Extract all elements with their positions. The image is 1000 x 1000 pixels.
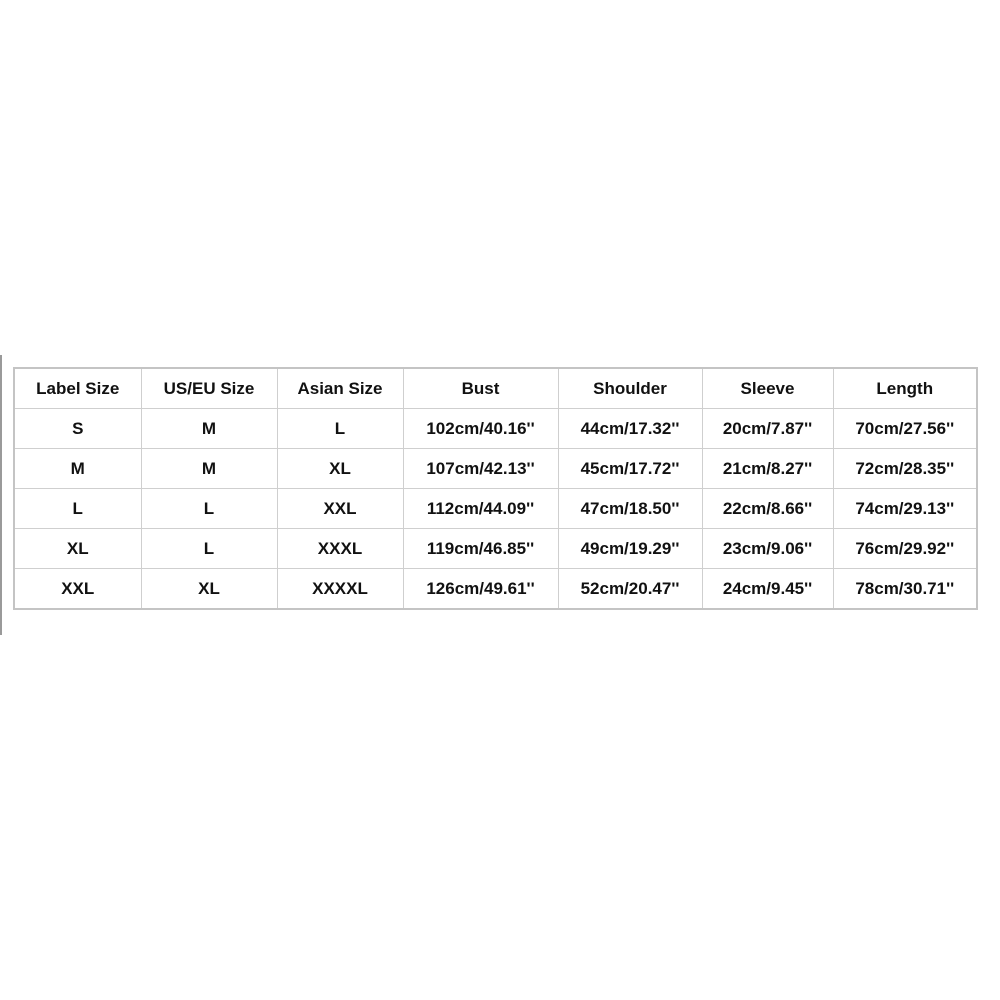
cell-label-size: XL: [14, 529, 141, 569]
size-chart-table: [13, 367, 978, 610]
cell-shoulder: 47cm/18.50'': [558, 489, 702, 529]
cell-asian-size: XL: [277, 449, 403, 489]
cell-label-size: XXL: [14, 569, 141, 610]
cell-length: 74cm/29.13'': [833, 489, 977, 529]
cell-asian-size: L: [277, 409, 403, 449]
cell-asian-size: XXXXL: [277, 569, 403, 610]
cell-shoulder: 52cm/20.47'': [558, 569, 702, 610]
cell-bust: 107cm/42.13'': [403, 449, 558, 489]
cell-length: 70cm/27.56'': [833, 409, 977, 449]
header-us-eu-size: US/EU Size: [141, 368, 277, 409]
table-row: [14, 449, 977, 489]
cell-us-eu-size: XL: [141, 569, 277, 610]
cell-sleeve: 21cm/8.27'': [702, 449, 833, 489]
cell-label-size: S: [14, 409, 141, 449]
cell-bust: 126cm/49.61'': [403, 569, 558, 610]
cell-length: 72cm/28.35'': [833, 449, 977, 489]
cell-label-size: L: [14, 489, 141, 529]
cell-label-size: M: [14, 449, 141, 489]
cell-sleeve: 24cm/9.45'': [702, 569, 833, 610]
table-row: [14, 569, 977, 610]
cell-shoulder: 49cm/19.29'': [558, 529, 702, 569]
cell-us-eu-size: M: [141, 449, 277, 489]
cell-sleeve: 22cm/8.66'': [702, 489, 833, 529]
table-header-row: [14, 368, 977, 409]
cell-bust: 112cm/44.09'': [403, 489, 558, 529]
cell-us-eu-size: M: [141, 409, 277, 449]
cell-bust: 102cm/40.16'': [403, 409, 558, 449]
header-shoulder: Shoulder: [558, 368, 702, 409]
left-divider: [0, 355, 2, 635]
cell-us-eu-size: L: [141, 489, 277, 529]
cell-asian-size: XXL: [277, 489, 403, 529]
cell-sleeve: 23cm/9.06'': [702, 529, 833, 569]
cell-shoulder: 45cm/17.72'': [558, 449, 702, 489]
cell-bust: 119cm/46.85'': [403, 529, 558, 569]
cell-length: 78cm/30.71'': [833, 569, 977, 610]
header-length: Length: [833, 368, 977, 409]
table-row: [14, 489, 977, 529]
cell-length: 76cm/29.92'': [833, 529, 977, 569]
header-sleeve: Sleeve: [702, 368, 833, 409]
table-row: [14, 409, 977, 449]
cell-sleeve: 20cm/7.87'': [702, 409, 833, 449]
table-row: [14, 529, 977, 569]
header-asian-size: Asian Size: [277, 368, 403, 409]
cell-us-eu-size: L: [141, 529, 277, 569]
header-bust: Bust: [403, 368, 558, 409]
header-label-size: Label Size: [14, 368, 141, 409]
cell-shoulder: 44cm/17.32'': [558, 409, 702, 449]
cell-asian-size: XXXL: [277, 529, 403, 569]
